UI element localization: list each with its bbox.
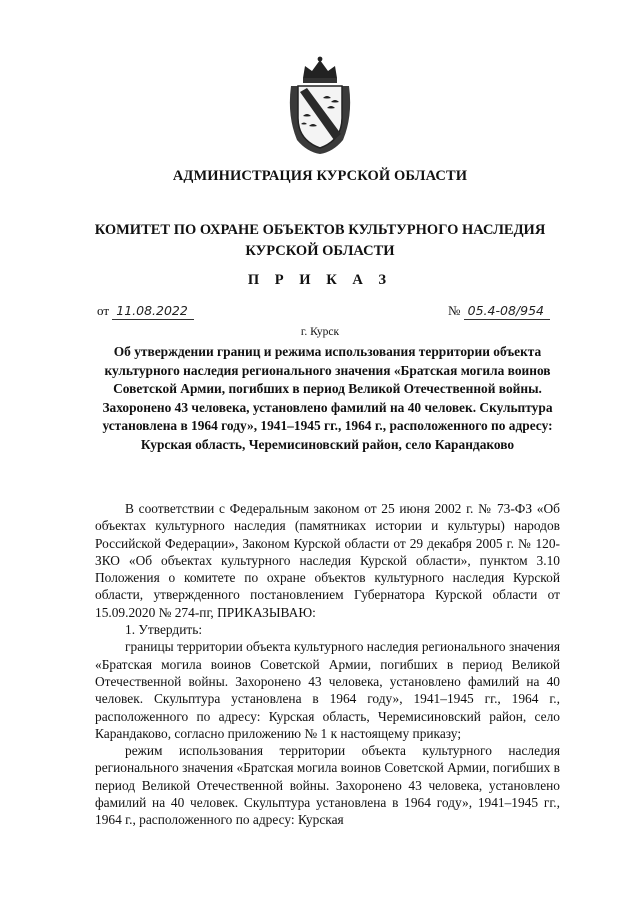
order-title: Об утверждении границ и режима использования территории объекта культурного наследия регионального значения «Братская могила воинов Советской Армии, погибших в период Великой Отечественной войны. Захоронено 43 человека, установлено фамилий на 40 человек. Скульптура установлена в 1964 году», 1941–1945 гг., 1964 г., расположенного по адресу: Курская область, Черемисиновский район, село Карандаково [102,344,553,452]
document-type: П Р И К А З [247,272,393,288]
paragraph-boundaries: границы территории объекта культурного наследия регионального значения «Братская могила воинов Советской Армии, погибших в период Великой Отечественной войны. Захоронено 43 человека, установлено фамилий на 40 человек. Скульптура установлена в 1964 году», 1941–1945 гг., 1964 г., расположенного по адресу: Курская область, Черемисиновский район, село Карандаково, согласно приложению № 1 к настоящему приказу; [95,639,560,741]
date-handwritten: 11.08.2022 [112,303,194,320]
number-handwritten: 05.4-08/954 [464,303,550,320]
coat-of-arms-icon [283,56,357,156]
committee-line-2: КУРСКОЙ ОБЛАСТИ [245,243,395,259]
paragraph-preamble: В соответствии с Федеральным законом от 25 июня 2002 г. № 73-ФЗ «Об объектах культурного наследия (памятниках истории и культуры) народов Российской Федерации», Законом Курской области от 29 декабря 2005 г. № 120-ЗКО «Об объектах культурного наследия Курской области», пунктом 3.10 Положения о комитете по охране объектов культурного наследия Курской области, утвержденного постановлением Губернатора Курской области от 15.09.2020 № 274-пг, ПРИКАЗЫВАЮ: [95,501,560,620]
date-prefix: от [97,303,110,318]
paragraph-approve: 1. Утвердить: [125,622,203,638]
number-prefix: № [448,303,461,318]
paragraph-regime: режим использования территории объекта культурного наследия регионального значения «Братская могила воинов Советской Армии, погибших в период Великой Отечественной войны. Захоронено 43 человека, установлено фамилий на 40 человек. Скульптура установлена в 1964 году», 1941–1945 гг., 1964 г., расположенного по адресу: Курская [95,743,560,828]
committee-line-1: КОМИТЕТ ПО ОХРАНЕ ОБЪЕКТОВ КУЛЬТУРНОГО НАСЛЕДИЯ [94,222,546,238]
city: г. Курск [300,326,340,338]
committee-name [0,220,640,262]
order-body [95,500,560,829]
number-field [448,303,550,320]
date-field [97,303,194,320]
organization-name: АДМИНИСТРАЦИЯ КУРСКОЙ ОБЛАСТИ [172,168,468,184]
